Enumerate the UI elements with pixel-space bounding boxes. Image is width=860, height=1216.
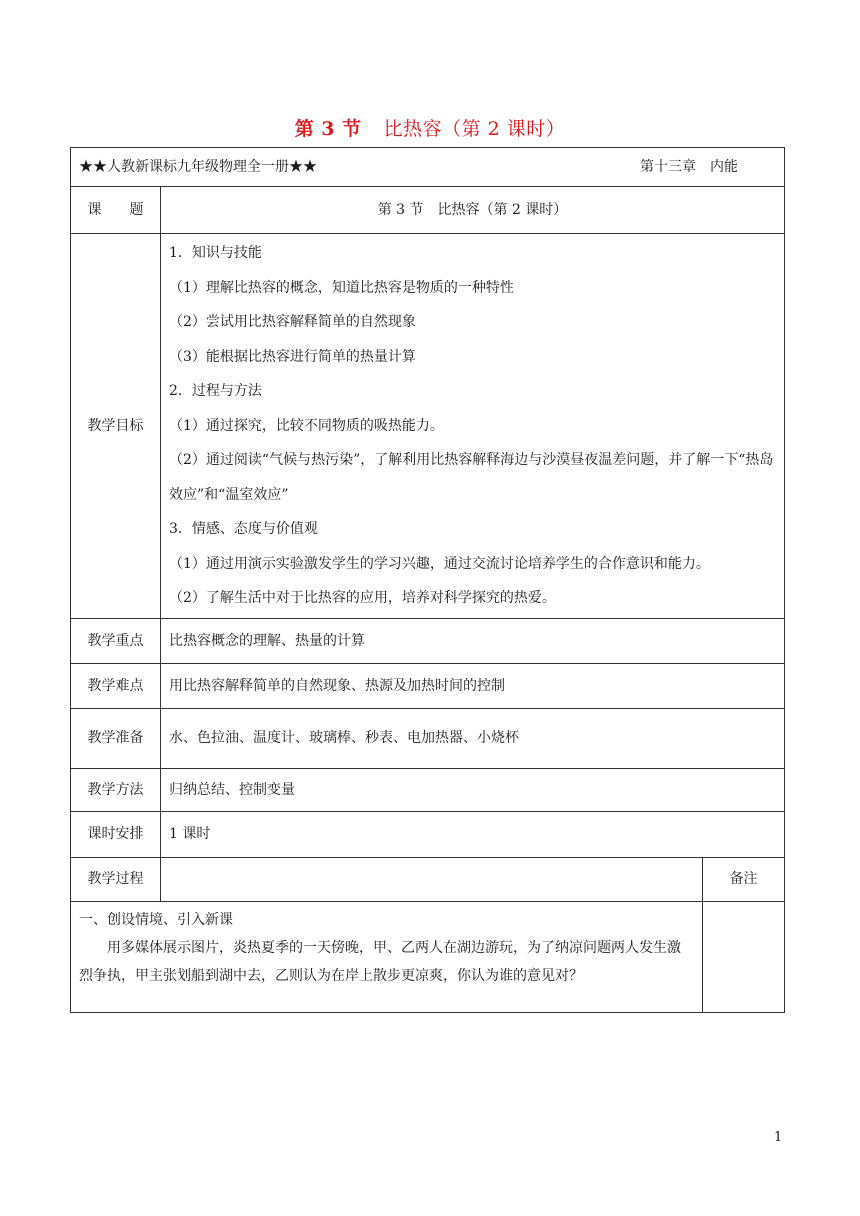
preparation-row	[71, 708, 785, 768]
process-paragraph: 用多媒体展示图片，炎热夏季的一天傍晚，甲、乙两人在湖边游玩，为了纳凉问题两人发生激烈争执，甲主张划船到湖中去，乙则认为在岸上散步更凉爽，你认为谁的意见对？	[79, 939, 681, 984]
preparation-value: 水、色拉油、温度计、玻璃棒、秒表、电加热器、小烧杯	[161, 708, 785, 768]
schedule-value: 1 课时	[161, 811, 785, 857]
objective-line: （2）通过阅读“气候与热污染”，了解利用比热容解释海边与沙漠昼夜温差问题，并了解一下“热岛效应”和“温室效应”	[169, 452, 774, 503]
objective-line: 1．知识与技能	[169, 245, 262, 261]
objective-line: （1）理解比热容的概念，知道比热容是物质的一种特性	[169, 279, 514, 296]
key-points-value: 比热容概念的理解、热量的计算	[161, 618, 785, 663]
objective-line: 3．情感、态度与价值观	[169, 521, 318, 537]
difficulties-row	[71, 663, 785, 708]
subject-value: 第 3 节 比热容（第 2 课时）	[161, 187, 785, 234]
objective-line: （2）尝试用比热容解释简单的自然现象	[169, 314, 416, 330]
key-points-row	[71, 618, 785, 663]
header-row	[71, 148, 785, 187]
process-label: 教学过程	[71, 857, 161, 901]
objectives-row	[71, 234, 785, 619]
method-row	[71, 768, 785, 811]
objective-line: （2）了解生活中对于比热容的应用，培养对科学探究的热爱。	[169, 590, 556, 606]
title-topic: 比热容（第 2 课时）	[383, 118, 566, 140]
difficulties-value: 用比热容解释简单的自然现象、热源及加热时间的控制	[161, 663, 785, 708]
process-content-row	[71, 901, 785, 1012]
process-content	[71, 901, 703, 1012]
schedule-label: 课时安排	[71, 811, 161, 857]
objectives-content	[161, 234, 785, 619]
objective-line: （1）通过探究，比较不同物质的吸热能力。	[169, 417, 444, 434]
textbook-label: ★★人教新课标九年级物理全一册★★	[79, 159, 317, 175]
objective-line: 2．过程与方法	[169, 383, 262, 399]
method-label: 教学方法	[71, 768, 161, 811]
page-number: 1	[774, 1130, 783, 1145]
preparation-label: 教学准备	[71, 708, 161, 768]
header-cell	[71, 148, 785, 187]
difficulties-label: 教学难点	[71, 663, 161, 708]
page-title	[0, 114, 860, 141]
notes-label: 备注	[703, 857, 785, 901]
schedule-row	[71, 811, 785, 857]
key-points-label: 教学重点	[71, 618, 161, 663]
objectives-label: 教学目标	[71, 234, 161, 619]
lesson-plan-table	[70, 147, 785, 1013]
subject-row	[71, 187, 785, 234]
chapter-label: 第十三章 内能	[640, 159, 739, 175]
title-section: 第 3 节	[294, 118, 362, 140]
notes-cell	[703, 901, 785, 1012]
process-heading: 一、创设情境、引入新课	[79, 911, 233, 928]
objective-line: （1）通过用演示实验激发学生的学习兴趣，通过交流讨论培养学生的合作意识和能力。	[169, 555, 710, 572]
process-header-row	[71, 857, 785, 901]
subject-label: 课 题	[71, 187, 161, 234]
method-value: 归纳总结、控制变量	[161, 768, 785, 811]
process-header-blank	[161, 857, 703, 901]
objective-line: （3）能根据比热容进行简单的热量计算	[169, 348, 416, 365]
